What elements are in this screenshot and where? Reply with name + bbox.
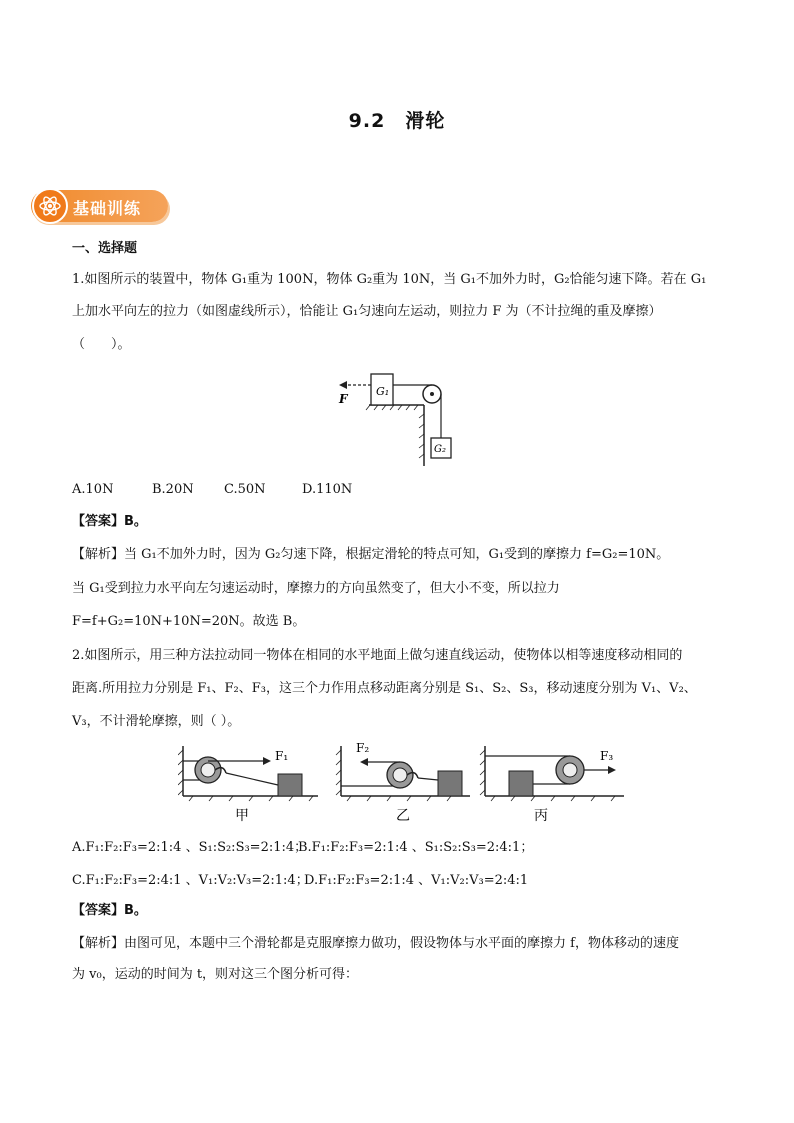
- q2-explanation-2: 为 v₀，运动的时间为 t，则对这三个图分析可得：: [72, 967, 359, 982]
- q1-option-c: C.50N: [224, 482, 266, 497]
- q1-pulley-figure: [334, 366, 464, 468]
- q2-line1: 2.如图所示，用三种方法拉动同一物体在相同的水平地面上做匀速直线运动，使物体以相等速度移动相同的: [72, 648, 683, 663]
- g2-label: G₂: [434, 444, 446, 455]
- caption-yi: 乙: [396, 808, 410, 824]
- q2-line3: V₃，不计滑轮摩擦，则（ ）。: [72, 714, 241, 729]
- setup-jia: [178, 746, 318, 824]
- f1-label: F₁: [275, 749, 289, 763]
- q1-explanation-2: 当 G₁受到拉力水平向左匀速运动时，摩擦力的方向虽然变了，但大小不变，所以拉力: [72, 581, 560, 596]
- f2-label: F₂: [356, 741, 370, 755]
- setup-bing: [480, 746, 624, 824]
- f3-label: F₃: [600, 749, 614, 763]
- setup-yi: [336, 741, 470, 824]
- badge-label: 基础训练: [73, 199, 142, 218]
- q2-explanation-1: 【解析】由图可见，本题中三个滑轮都是克服摩擦力做功，假设物体与水平面的摩擦力 f，物体移动的速度: [72, 936, 679, 951]
- caption-bing: 丙: [534, 808, 548, 824]
- q2-answer: 【答案】B。: [72, 903, 147, 918]
- q1-answer: 【答案】B。: [72, 514, 147, 529]
- q1-option-d: D.110N: [302, 482, 353, 497]
- q1-option-a: A.10N: [72, 482, 114, 497]
- q2-option-b: B.F₁:F₂:F₃=2:1:4 、S₁:S₂:S₃=2:4:1；: [298, 840, 534, 855]
- q2-line2: 距离.所用拉力分别是 F₁、F₂、F₃，这三个力作用点移动距离分别是 S₁、S₂、S₃，移动速度分别为 V₁、V₂、: [72, 681, 697, 696]
- q1-line3: （ ）。: [72, 337, 131, 352]
- q1-line2: 上加水平向左的拉力（如图虚线所示），恰能让 G₁匀速向左运动，则拉力 F 为（不计拉绳的重及摩擦）: [72, 304, 662, 319]
- q1-line1: 1.如图所示的装置中，物体 G₁重为 100N，物体 G₂重为 10N，当 G₁不加外力时，G₂恰能匀速下降。若在 G₁: [72, 272, 707, 287]
- page-title: 9.2 滑轮: [348, 110, 446, 132]
- atom-icon: [32, 188, 68, 224]
- g1-label: G₁: [376, 385, 390, 398]
- q2-option-c: C.F₁:F₂:F₃=2:4:1 、V₁:V₂:V₃=2:1:4；: [72, 873, 309, 888]
- q2-option-d: D.F₁:F₂:F₃=2:1:4 、V₁:V₂:V₃=2:4:1: [304, 873, 529, 888]
- q1-explanation-1: 【解析】当 G₁不加外力时，因为 G₂匀速下降，根据定滑轮的特点可知，G₁受到的摩擦力 f=G₂=10N。: [72, 547, 670, 562]
- q2-pulley-figures: [178, 740, 628, 826]
- section-heading: 一、选择题: [72, 241, 138, 256]
- section-badge: [31, 188, 168, 226]
- f-label: F: [339, 392, 348, 406]
- caption-jia: 甲: [235, 808, 249, 824]
- force-arrow: [339, 381, 347, 389]
- q1-explanation-3: F=f+G₂=10N+10N=20N。故选 B。: [72, 614, 306, 629]
- q2-option-a: A.F₁:F₂:F₃=2:1:4 、S₁:S₂:S₃=2:1:4；: [72, 840, 308, 855]
- q1-option-b: B.20N: [152, 482, 194, 497]
